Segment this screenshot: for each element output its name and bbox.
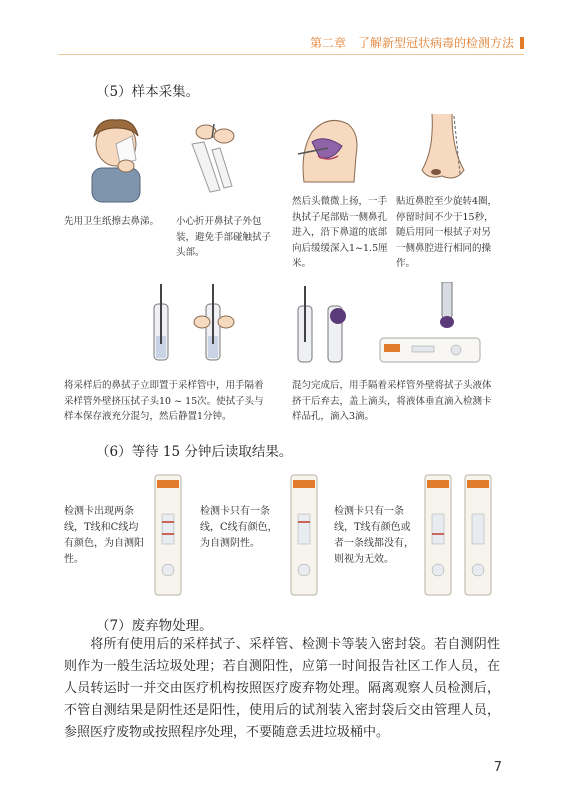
illustration-tube-squeeze — [140, 284, 260, 364]
header-rule — [58, 54, 524, 55]
page-number: 7 — [493, 760, 502, 775]
section-5-title: （5）样本采集。 — [96, 84, 200, 100]
illustration-drop-sample — [292, 282, 492, 366]
test-card-negative — [290, 474, 318, 596]
illustration-wipe-nose — [76, 114, 156, 204]
illustration-open-swab — [184, 114, 244, 194]
running-header — [310, 34, 524, 51]
test-card-positive — [154, 474, 182, 596]
test-card-invalid-none — [464, 474, 492, 596]
caption-tube-squeeze: 将采样后的鼻拭子立即置于采样管中，用手隔着采样管外壁挤压拭子头10 ~ 15次。使拭子头与样本保存液充分混匀，然后静置1分钟。 — [64, 380, 264, 422]
section-7-title: （7）废弃物处理。 — [96, 618, 213, 634]
disposal-paragraph — [64, 634, 500, 744]
caption-open-swab: 小心折开鼻拭子外包装，避免手部碰触拭子头部。 — [176, 216, 272, 258]
chapter-title: 第二章 了解新型冠状病毒的检测方法 — [309, 36, 514, 50]
result-invalid-text: 检测卡只有一条线，T线有颜色或者一条线都没有，则视为无效。 — [334, 506, 414, 565]
section-6-title: （6）等待 15 分钟后读取结果。 — [96, 444, 293, 460]
caption-nose-rotate: 贴近鼻腔至少旋转4圈，停留时间不少于15秒，随后用同一根拭子对另一侧鼻腔进行相同的操作。 — [396, 196, 498, 269]
caption-nasal-insertion: 然后头微微上扬，一手执拭子尾部贴一侧鼻孔进入，沿下鼻道的底部向后缓缓深入1~1.5厘米。 — [292, 196, 388, 269]
disposal-text: 将所有使用后的采样拭子、采样管、检测卡等装入密封袋。若自测阴性则作为一般生活垃圾处理；若自测阳性，应第一时间报告社区工作人员，在人员转运时一并交由医疗机构按照医疗废弃物处理。隔离观察人员检测后，不管自测结果是阴性还是阳性，使用后的试剂装入密封袋后交由管理人员，参照医疗废物或按照程序处理，不要随意丢进垃圾桶中。 — [64, 637, 500, 740]
caption-drop-sample: 混匀完成后，用手隔着采样管外壁将拭子头液体挤干后弃去，盖上滴头，将液体垂直滴入检测卡样品孔，滴入3滴。 — [292, 380, 492, 422]
result-negative-text: 检测卡只有一条线，C线有颜色，为自测阴性。 — [200, 506, 278, 549]
result-positive-text: 检测卡出现两条线，T线和C线均有颜色，为自测阳性。 — [64, 506, 144, 565]
test-card-invalid-t-only — [424, 474, 452, 596]
illustration-nasal-insertion — [294, 112, 364, 190]
caption-wipe-nose: 先用卫生纸擦去鼻涕。 — [64, 216, 160, 227]
illustration-nose-rotate — [408, 110, 478, 190]
header-bar-icon — [520, 37, 524, 49]
